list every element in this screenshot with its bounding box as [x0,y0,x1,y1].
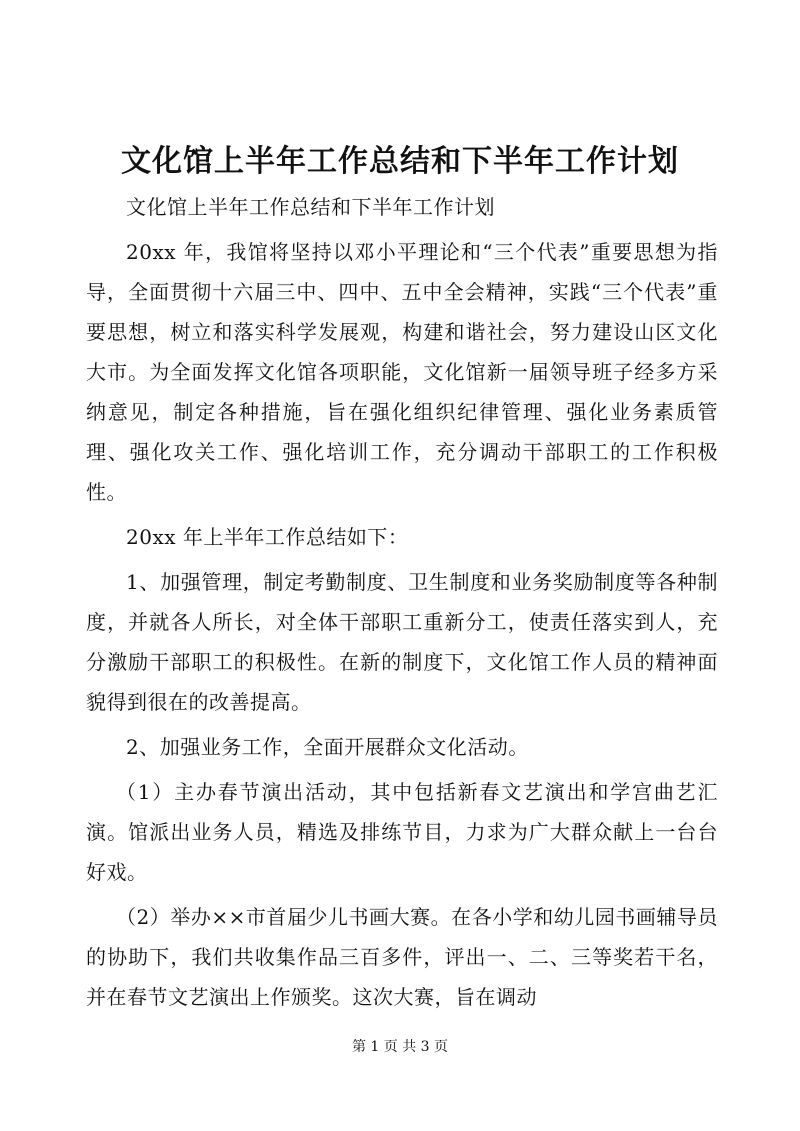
item-1-paragraph: 1、加强管理，制定考勤制度、卫生制度和业务奖励制度等各种制度，并就各人所长，对全体干部职工重新分工，使责任落实到人，充分激励干部职工的积极性。在新的制度下，文化馆工作人员的精神面貌得到很在的改善提高。 [86,570,718,714]
item-2-paragraph: 2、加强业务工作，全面开展群众文化活动。 [126,735,529,759]
intro-paragraph: 20xx 年，我馆将坚持以邓小平理论和“三个代表”重要思想为指导，全面贯彻十六届三中、四中、五中全会精神，实践“三个代表”重要思想，树立和落实科学发展观，构建和谐社会，努力建设山区文化大市。为全面发挥文化馆各项职能，文化馆新一届领导班子经多方采纳意见，制定各种措施，旨在强化组织纪律管理、强化业务素质管理、强化攻关工作、强化培训工作，充分调动干部职工的工作积极性。 [86,240,718,504]
subtitle-paragraph: 文化馆上半年工作总结和下半年工作计划 [126,195,495,219]
page-footer: 第 1 页 共 3 页 [351,1039,449,1055]
subitem-1-paragraph: （1）主办春节演出活动，其中包括新春文艺演出和学宫曲艺汇演。馆派出业务人员，精选及排练节目，力求为广大群众献上一台台好戏。 [86,780,718,884]
document-title: 文化馆上半年工作总结和下半年工作计划 [121,144,679,179]
document-body [86,187,718,1022]
summary-heading-paragraph: 20xx 年上半年工作总结如下： [126,525,409,549]
subitem-2-paragraph: （2）举办××市首届少儿书画大赛。在各小学和幼儿园书画辅导员的协助下，我们共收集作品三百多件，评出一、二、三等奖若干名，并在春节文艺演出上作颁奖。这次大赛，旨在调动 [86,905,718,1009]
